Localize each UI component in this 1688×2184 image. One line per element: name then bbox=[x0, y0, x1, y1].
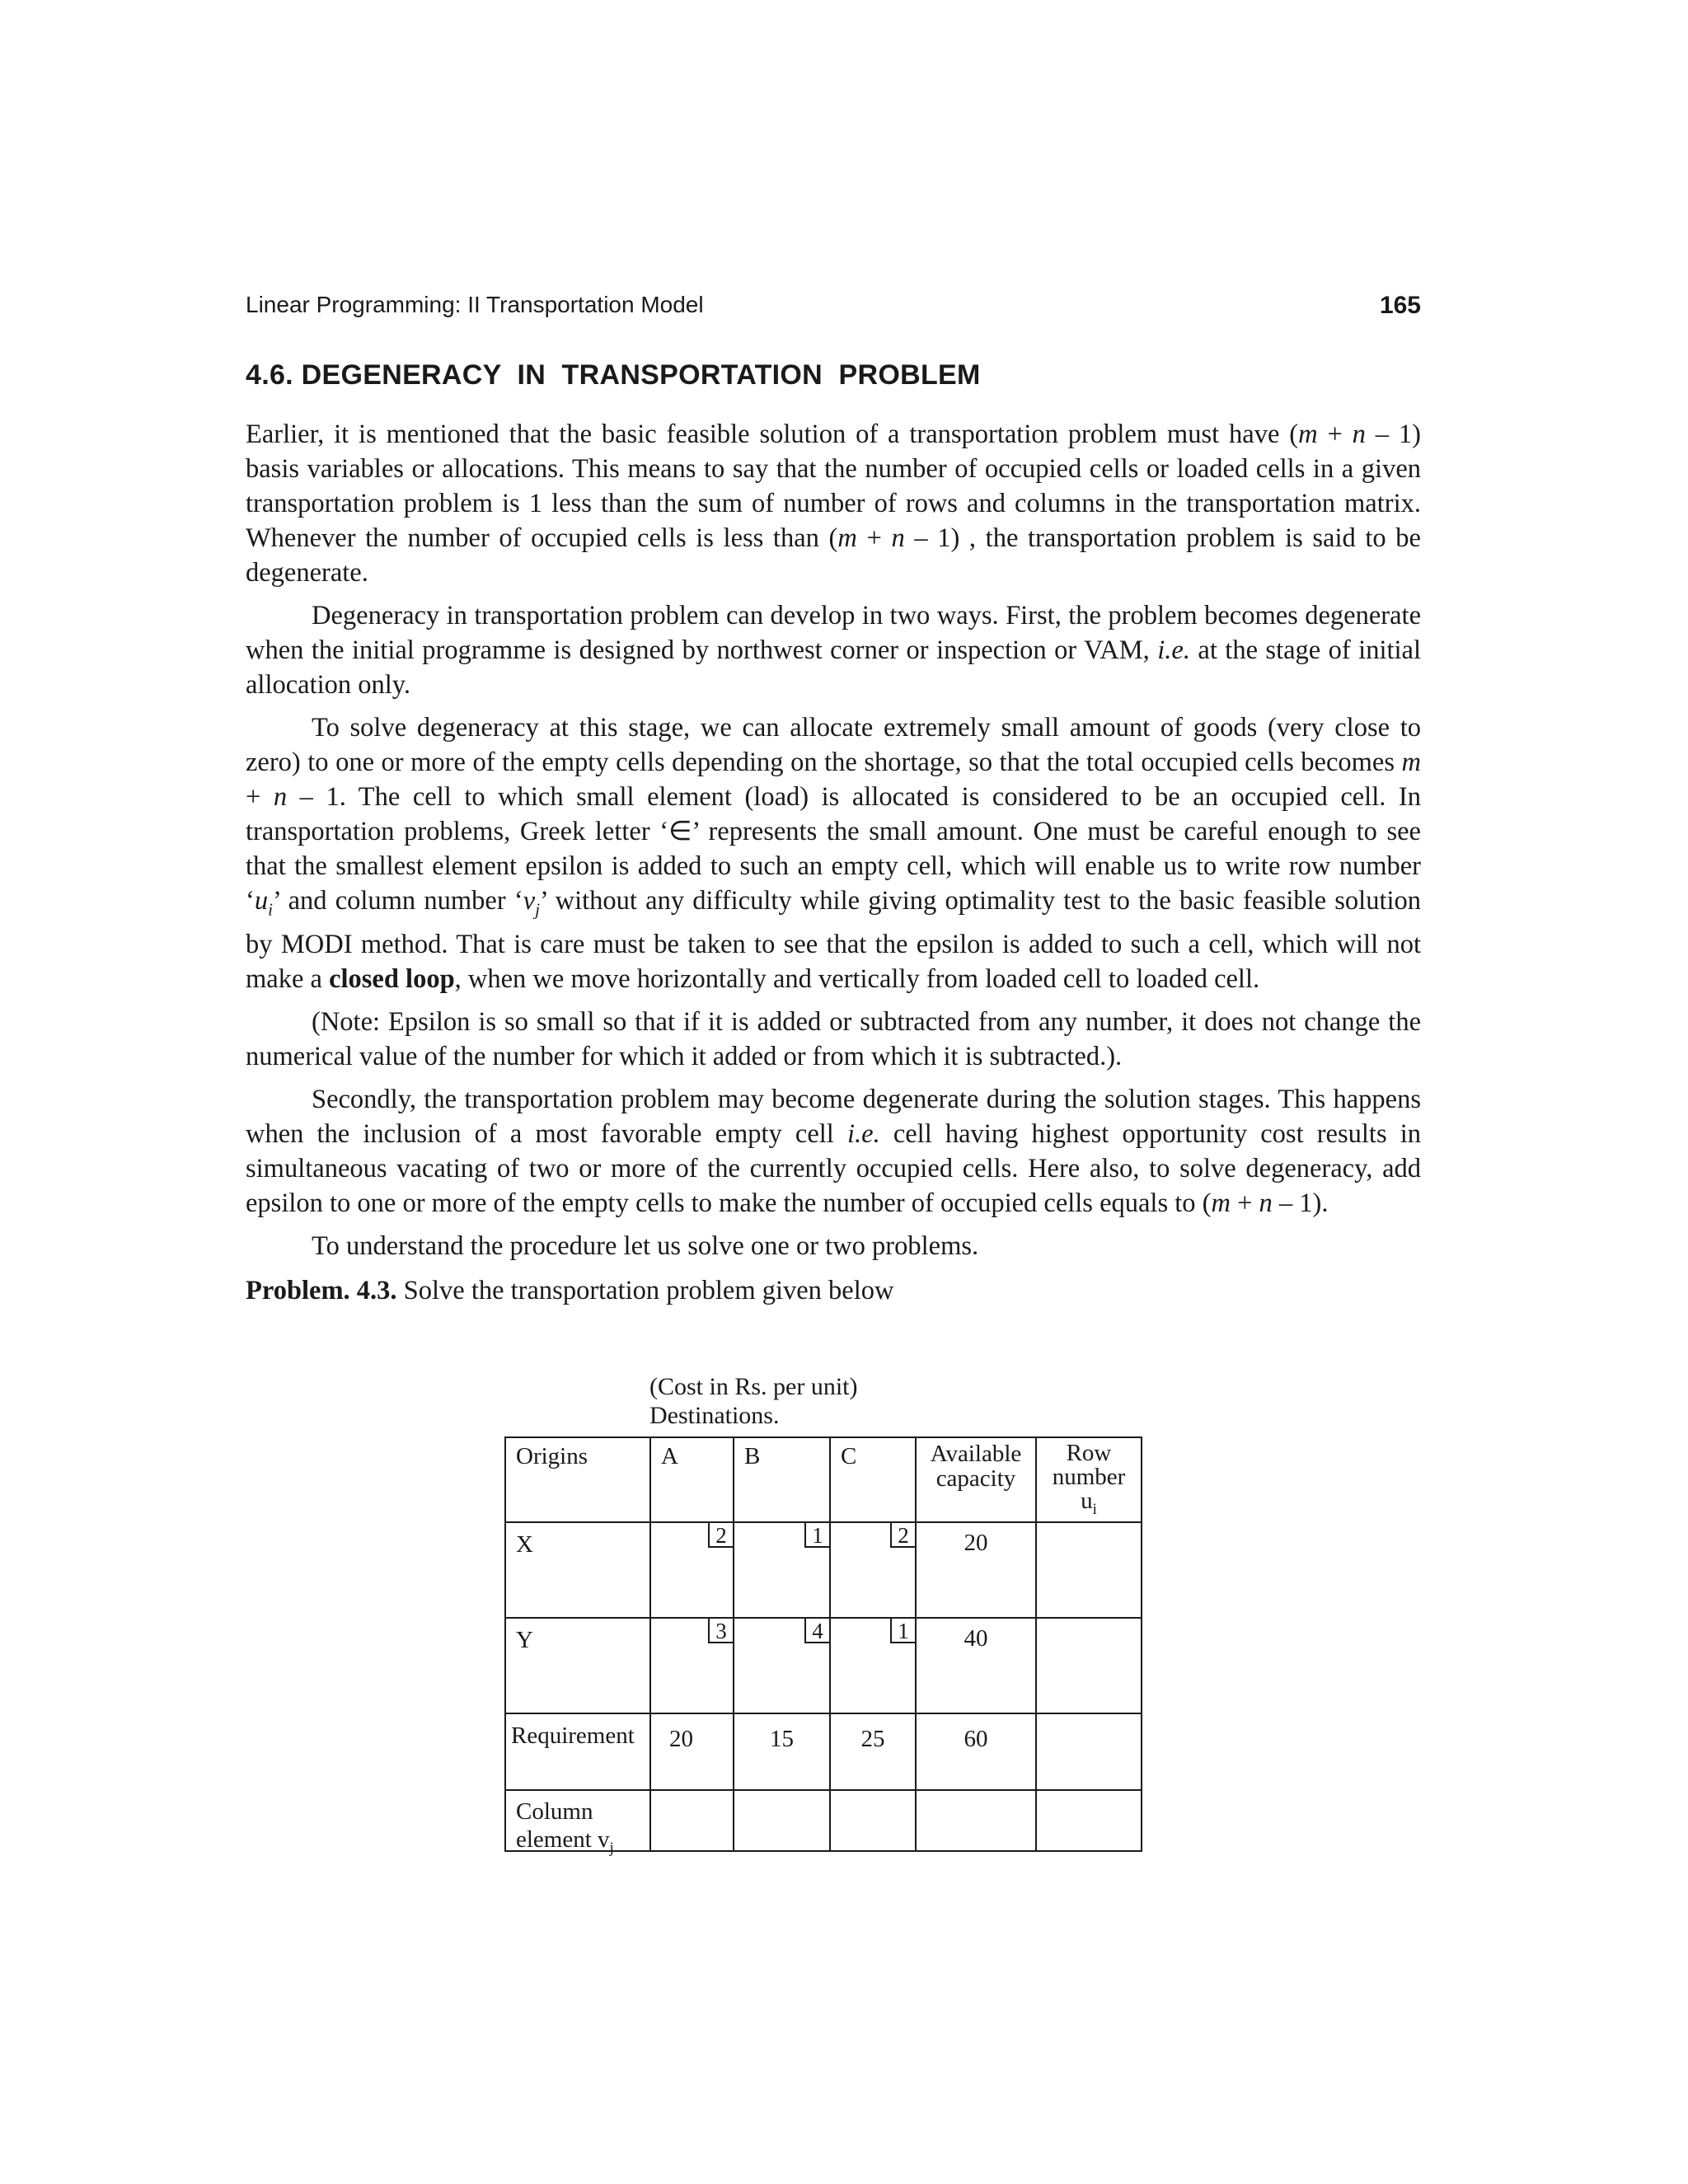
cost-box: 3 bbox=[708, 1619, 733, 1643]
paragraph-3: To solve degeneracy at this stage, we can allocate extremely small amount of goods (very close to zero) to one or more of the empty cells depending on the shortage, so that the total occupied cells becomes m + n – 1. The cell to which small element (load) is allocated is considered to be an occupied cell. In transportation problems, Greek letter ‘∈’ represents the small amount. One must be careful enough to see that the smallest element epsilon is added to such an empty cell, which will enable us to write row number ‘$u_i$’ and column number ‘$v_j$’ without any difficulty while giving optimality test to the basic feasible solution by MODI method. That is care must be taken to see that the epsilon is added to such a cell, which will not make a closed loop, when we move horizontally and vertically from loaded cell to loaded cell. bbox=[246, 713, 1422, 994]
requirement-b: 15 bbox=[734, 1713, 830, 1790]
capacity-x: 20 bbox=[916, 1522, 1036, 1618]
cell-xb bbox=[734, 1522, 830, 1618]
column-element-c bbox=[830, 1790, 916, 1851]
table-row-y bbox=[505, 1618, 1142, 1713]
paragraph-4: (Note: Epsilon is so small so that if it is added or subtracted from any number, it does not change the numerical value of the number for which it added or from which it is subtracted.). bbox=[246, 1006, 1421, 1071]
origin-label: X bbox=[505, 1522, 650, 1618]
header-origins: Origins bbox=[505, 1437, 650, 1522]
header-dest-a: A bbox=[650, 1437, 734, 1522]
caption-cost-unit: (Cost in Rs. per unit) bbox=[649, 1373, 858, 1400]
row-number-y bbox=[1036, 1618, 1142, 1713]
cell-yb bbox=[734, 1618, 830, 1713]
requirement-total: 60 bbox=[916, 1713, 1036, 1790]
paragraph-2: Degeneracy in transportation problem can develop in two ways. First, the problem becomes degenerate when the initial programme is designed by northwest corner or inspection or VAM, i.e. at the stage of initial allocation only. bbox=[246, 601, 1421, 700]
column-element-row bbox=[1036, 1790, 1142, 1851]
column-element-b bbox=[734, 1790, 830, 1851]
cost-box: 1 bbox=[890, 1619, 915, 1643]
cost-box: 1 bbox=[804, 1523, 829, 1548]
problem-label: Problem. 4.3. bbox=[246, 1275, 397, 1305]
table-row-x bbox=[505, 1522, 1142, 1618]
cell-ya bbox=[650, 1618, 734, 1713]
cell-yc bbox=[830, 1618, 916, 1713]
cost-box: 4 bbox=[804, 1619, 829, 1643]
row-number-x bbox=[1036, 1522, 1142, 1618]
column-element-a bbox=[650, 1790, 734, 1851]
caption-destinations: Destinations. bbox=[649, 1402, 780, 1429]
table-row-requirement bbox=[505, 1713, 1142, 1790]
requirement-c: 25 bbox=[830, 1713, 916, 1790]
origin-label: Y bbox=[505, 1618, 650, 1713]
cost-box: 2 bbox=[890, 1523, 915, 1548]
problem-statement: Problem. 4.3. Solve the transportation problem given below bbox=[246, 1275, 894, 1305]
header-available-capacity: Available capacity bbox=[916, 1437, 1036, 1522]
cell-xc bbox=[830, 1522, 916, 1618]
column-element-capacity bbox=[916, 1790, 1036, 1851]
requirement-label: Requirement bbox=[505, 1713, 650, 1790]
header-dest-c: C bbox=[830, 1437, 916, 1522]
cost-box: 2 bbox=[708, 1523, 733, 1548]
paragraph-1: Earlier, it is mentioned that the basic feasible solution of a transportation problem must have (m + n – 1) basis variables or allocations. This means to say that the number of occupied cells or loaded cells in a given transportation problem is 1 less than the sum of number of rows and columns in the transportation matrix. Whenever the number of occupied cells is less than (m + n – 1) , the transportation problem is said to be degenerate. bbox=[246, 419, 1421, 588]
header-dest-b: B bbox=[734, 1437, 830, 1522]
table-row-column-element bbox=[505, 1790, 1142, 1851]
paragraph-6: To understand the procedure let us solve one or two problems. bbox=[312, 1230, 979, 1261]
requirement-row-number bbox=[1036, 1713, 1142, 1790]
cell-xa bbox=[650, 1522, 734, 1618]
table-header-row bbox=[505, 1437, 1142, 1522]
column-element-label: Column element $v_j$ bbox=[505, 1790, 650, 1851]
body-text bbox=[246, 417, 1421, 1308]
running-header bbox=[246, 292, 1421, 328]
section-heading: 4.6. DEGENERACY IN TRANSPORTATION PROBLEM bbox=[246, 359, 981, 391]
capacity-y: 40 bbox=[916, 1618, 1036, 1713]
transportation-table bbox=[504, 1436, 1142, 1857]
page-number: 165 bbox=[1379, 292, 1421, 319]
table-caption bbox=[649, 1372, 858, 1430]
header-row-number: Row number $u_i$ bbox=[1036, 1437, 1142, 1522]
running-title: Linear Programming: II Transportation Model bbox=[246, 292, 704, 317]
requirement-a: 20 bbox=[650, 1713, 734, 1790]
paragraph-5: Secondly, the transportation problem may become degenerate during the solution stages. This happens when the inclusion of a most favorable empty cell i.e. cell having highest opportunity cost results in simultaneous vacating of two or more of the currently occupied cells. Here also, to solve degeneracy, add epsilon to one or more of the empty cells to make the number of occupied cells equals to (m + n – 1). bbox=[246, 1084, 1421, 1218]
